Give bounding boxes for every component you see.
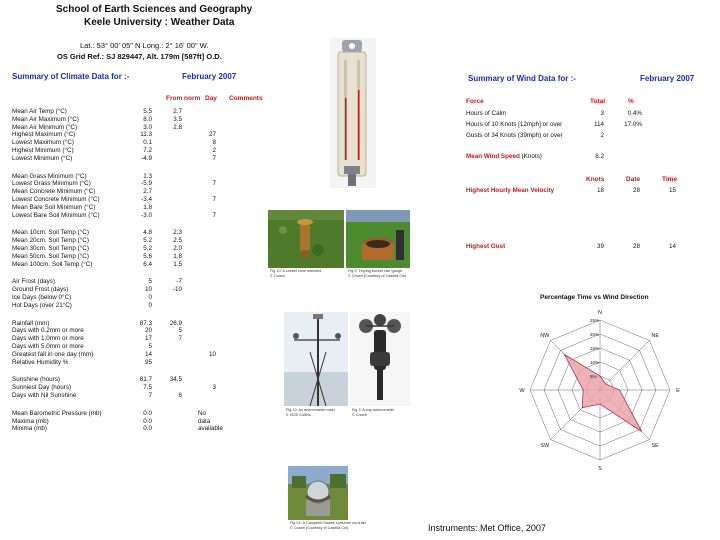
climate-from-norm: 34.5 [169, 376, 182, 384]
climate-value: 5 [148, 278, 152, 286]
climate-value: 5 [148, 343, 152, 350]
climate-value: 5.5 [143, 108, 152, 115]
climate-label: Mean 20cm. Soil Temp (°C) [12, 237, 89, 245]
col-pct: % [628, 98, 634, 105]
climate-from-norm: 7 [178, 335, 182, 343]
radar-ring-label: 20% [590, 332, 600, 337]
climate-title: Summary of Climate Data for :- [12, 72, 130, 81]
rain-gauge-photo [346, 210, 410, 268]
header-line2: Keele University : Weather Data [84, 17, 235, 28]
climate-day: 7 [212, 154, 216, 162]
climate-from-norm: 3.5 [173, 115, 182, 123]
climate-label: Mean 30cm. Soil Temp (°C) [12, 245, 89, 252]
wind-label: Hours of 10 Knots [12mph] or over [466, 121, 563, 128]
caption-3: Fig 12: An anemometer mast © NOS Collins [286, 408, 335, 417]
climate-label: Hot Days (over 21°C) [12, 301, 72, 309]
radar-ring-label: 10% [590, 360, 600, 365]
hourly-time: 15 [668, 187, 676, 194]
climate-value: 81.7 [139, 376, 152, 384]
climate-value: 95 [144, 358, 152, 366]
header-grid-ref: OS Grid Ref.: SJ 829447, Alt. 179m [587ft] O.D. [57, 52, 222, 61]
instruments-credit: Instruments: Met Office, 2007 [428, 523, 546, 533]
climate-label: Highest Maximum (°C) [12, 131, 76, 139]
max-min-thermometer-photo [330, 38, 376, 188]
climate-from-norm: -7 [176, 278, 182, 286]
climate-label: Lowest Minimum (°C) [12, 154, 73, 162]
climate-value: 6.4 [143, 260, 152, 268]
climate-from-norm: 2.8 [173, 123, 182, 131]
climate-label: Greatest fall in one day (mm) [12, 350, 94, 358]
wind-total: 2 [600, 132, 604, 139]
radar-direction-label: SE [651, 443, 659, 450]
gust-knots: 39 [596, 243, 604, 250]
climate-label: Mean 10cm. Soil Temp (°C) [12, 229, 89, 237]
wind-total: 3 [600, 110, 604, 117]
radar-direction-label: E [676, 388, 680, 394]
col-time: Time [662, 176, 678, 183]
climate-from-norm: 1.5 [173, 260, 182, 268]
grass-thermometer-photo [268, 210, 344, 268]
climate-label: Ice Days (below 0°C) [12, 294, 72, 301]
col-force: Force [466, 98, 484, 105]
radar-direction-label: W [519, 388, 525, 394]
col-knots: Knots [586, 176, 605, 183]
climate-label: Mean Concrete Minimum (°C) [12, 188, 96, 196]
wind-title: Summary of Wind Data for :- [468, 74, 576, 83]
climate-value: 0 [148, 301, 152, 309]
caption-1: Fig 10: A cricket cone wrecked © Crown [270, 269, 322, 278]
climate-comment: No [198, 409, 207, 417]
radar-ring-label: 5% [590, 374, 597, 379]
radar-direction-label: SW [540, 443, 550, 450]
climate-value: 17 [144, 335, 152, 343]
climate-value: 1.8 [143, 203, 152, 211]
radar-title: Percentage Time vs Wind Direction [540, 294, 649, 301]
climate-label: Days with 0.2mm or more [12, 327, 84, 335]
caption-5: Fig 21: A Campbell-Stokes sunshine recorder © Crown (Courtesy of Casella Cel) [290, 521, 367, 530]
header-line1: School of Earth Sciences and Geography [56, 4, 253, 15]
climate-label: Sunshine (hours) [12, 376, 60, 384]
climate-from-norm: 2.7 [173, 108, 182, 115]
col-comments: Comments [229, 95, 263, 102]
climate-value: 14 [144, 350, 152, 358]
hourly-date: 28 [632, 187, 640, 194]
climate-value: -3.4 [141, 196, 152, 203]
climate-value: 0.0 [143, 417, 152, 425]
sunshine-recorder-photo [288, 466, 348, 520]
climate-label: Days with 5.0mm or more [12, 343, 84, 350]
gust-date: 28 [632, 243, 640, 250]
climate-label: Lowest Bare Soil Minimum (°C) [12, 211, 100, 219]
header-lat-long: Lat.: 53° 00' 05" N Long.: 2° 16' 00" W. [80, 41, 209, 50]
climate-label: Days with Nil Sunshine [12, 392, 77, 399]
climate-from-norm: 26.9 [169, 319, 182, 327]
climate-label: Relative Humidity % [12, 358, 69, 366]
climate-value: 11.3 [140, 131, 152, 139]
wind-pct: 0.4% [627, 110, 642, 117]
wind-month: February 2007 [640, 74, 695, 83]
climate-value: 87.3 [139, 319, 152, 327]
caption-2: Fig 2: Tipping bucket rain gauge © Crown (Courtesy of Casella Cel) [348, 269, 407, 278]
climate-value: 10 [144, 286, 152, 294]
climate-value: 1.3 [143, 172, 152, 180]
col-total: Total [590, 98, 606, 105]
col-date: Date [626, 176, 641, 183]
climate-from-norm: 1.8 [173, 252, 182, 260]
climate-value: 7.2 [143, 147, 152, 154]
climate-comment: available [198, 425, 223, 433]
climate-label: Mean Air Maximum (°C) [12, 115, 79, 123]
climate-label: Mean Bare Soil Minimum (°C) [12, 203, 96, 211]
climate-value: 5.2 [143, 237, 152, 245]
cup-anemometer-photo [350, 312, 410, 406]
climate-value: 0.0 [143, 409, 152, 417]
climate-value: -5.9 [141, 180, 152, 188]
wind-total: 114 [593, 121, 604, 128]
col-from-norm: From norm [166, 95, 201, 102]
radar-ring-label: 25% [590, 318, 600, 323]
climate-day: 3 [212, 384, 216, 392]
climate-day: 10 [208, 350, 216, 358]
radar-ring-label: 15% [590, 346, 600, 351]
climate-value: 0 [148, 294, 152, 301]
climate-from-norm: 2.5 [173, 237, 182, 245]
climate-value: 2.7 [143, 188, 152, 196]
climate-label: Sunniest Day (hours) [12, 384, 72, 392]
mean-wind-value: 8.2 [595, 153, 604, 160]
climate-label: Lowest Maximum (°C) [12, 139, 74, 147]
radar-direction-label: NW [540, 332, 550, 339]
climate-value: 7.5 [143, 384, 152, 392]
climate-comment: data [198, 417, 211, 425]
climate-day: 7 [212, 180, 216, 188]
climate-label: Mean 50cm. Soil Temp (°C) [12, 252, 89, 260]
gust-label: Highest Gust [466, 243, 506, 250]
climate-value: 0.0 [143, 425, 152, 433]
wind-label: Hours of Calm [466, 110, 507, 117]
climate-label: Mean Grass Minimum (°C) [12, 172, 87, 180]
climate-value: 5.6 [143, 252, 152, 260]
anemometer-mast-photo [284, 312, 348, 406]
climate-month: February 2007 [182, 72, 237, 81]
climate-day: 7 [212, 211, 216, 219]
climate-day: 7 [212, 196, 216, 203]
wind-label: Gusts of 34 Knots (39mph) or over [466, 132, 563, 139]
climate-value: 7 [148, 392, 152, 399]
climate-label: Air Frost (days) [12, 278, 56, 286]
climate-label: Ground Frost (days) [12, 286, 69, 294]
caption-4: Fig 3: A cup anemometer © Crown [352, 408, 395, 417]
col-day: Day [205, 95, 217, 102]
climate-label: Highest Minimum (°C) [12, 147, 74, 154]
radar-direction-label: NE [651, 332, 660, 339]
mean-wind-label: Mean Wind Speed (Knots) [466, 153, 542, 160]
climate-value: 5.2 [143, 245, 152, 252]
climate-label: Lowest Concrete Minimum (°C) [12, 196, 100, 203]
wind-radar-chart [520, 302, 700, 477]
climate-value: -4.9 [141, 154, 152, 162]
climate-from-norm: 5 [178, 327, 182, 335]
climate-value: 3.0 [143, 123, 152, 131]
climate-day: 2 [212, 147, 216, 154]
climate-label: Mean 100cm. Soil Temp (°C) [12, 260, 93, 268]
climate-from-norm: 2.3 [173, 229, 182, 237]
climate-value: 4.8 [143, 229, 152, 237]
radar-direction-label: S [598, 466, 602, 472]
climate-from-norm: 2.0 [173, 245, 182, 252]
climate-from-norm: 6 [178, 392, 182, 399]
climate-day: 8 [212, 139, 216, 147]
hourly-label: Highest Hourly Mean Velocity [466, 187, 555, 194]
climate-label: Days with 1.0mm or more [12, 335, 84, 343]
climate-label: Minima (mb) [12, 425, 47, 433]
wind-pct: 17.0% [624, 121, 642, 128]
climate-label: Mean Barometric Pressure (mb) [12, 409, 102, 417]
climate-label: Mean Air Temp (°C) [12, 108, 67, 115]
gust-time: 14 [668, 243, 676, 250]
radar-series-area [564, 354, 641, 431]
climate-day: 27 [208, 131, 216, 139]
climate-label: Maxima (mb) [12, 417, 49, 425]
climate-value: 8.0 [143, 115, 152, 123]
climate-value: -3.0 [141, 211, 152, 219]
climate-label: Rainfall (mm) [12, 319, 50, 327]
hourly-knots: 18 [596, 187, 604, 194]
climate-value: 0.1 [143, 139, 152, 147]
climate-from-norm: -10 [172, 286, 182, 294]
climate-label: Mean Air Minimum (°C) [12, 123, 78, 131]
climate-label: Lowest Grass Minimum (°C) [12, 180, 91, 188]
radar-direction-label: N [598, 310, 602, 316]
climate-value: 20 [144, 327, 152, 335]
